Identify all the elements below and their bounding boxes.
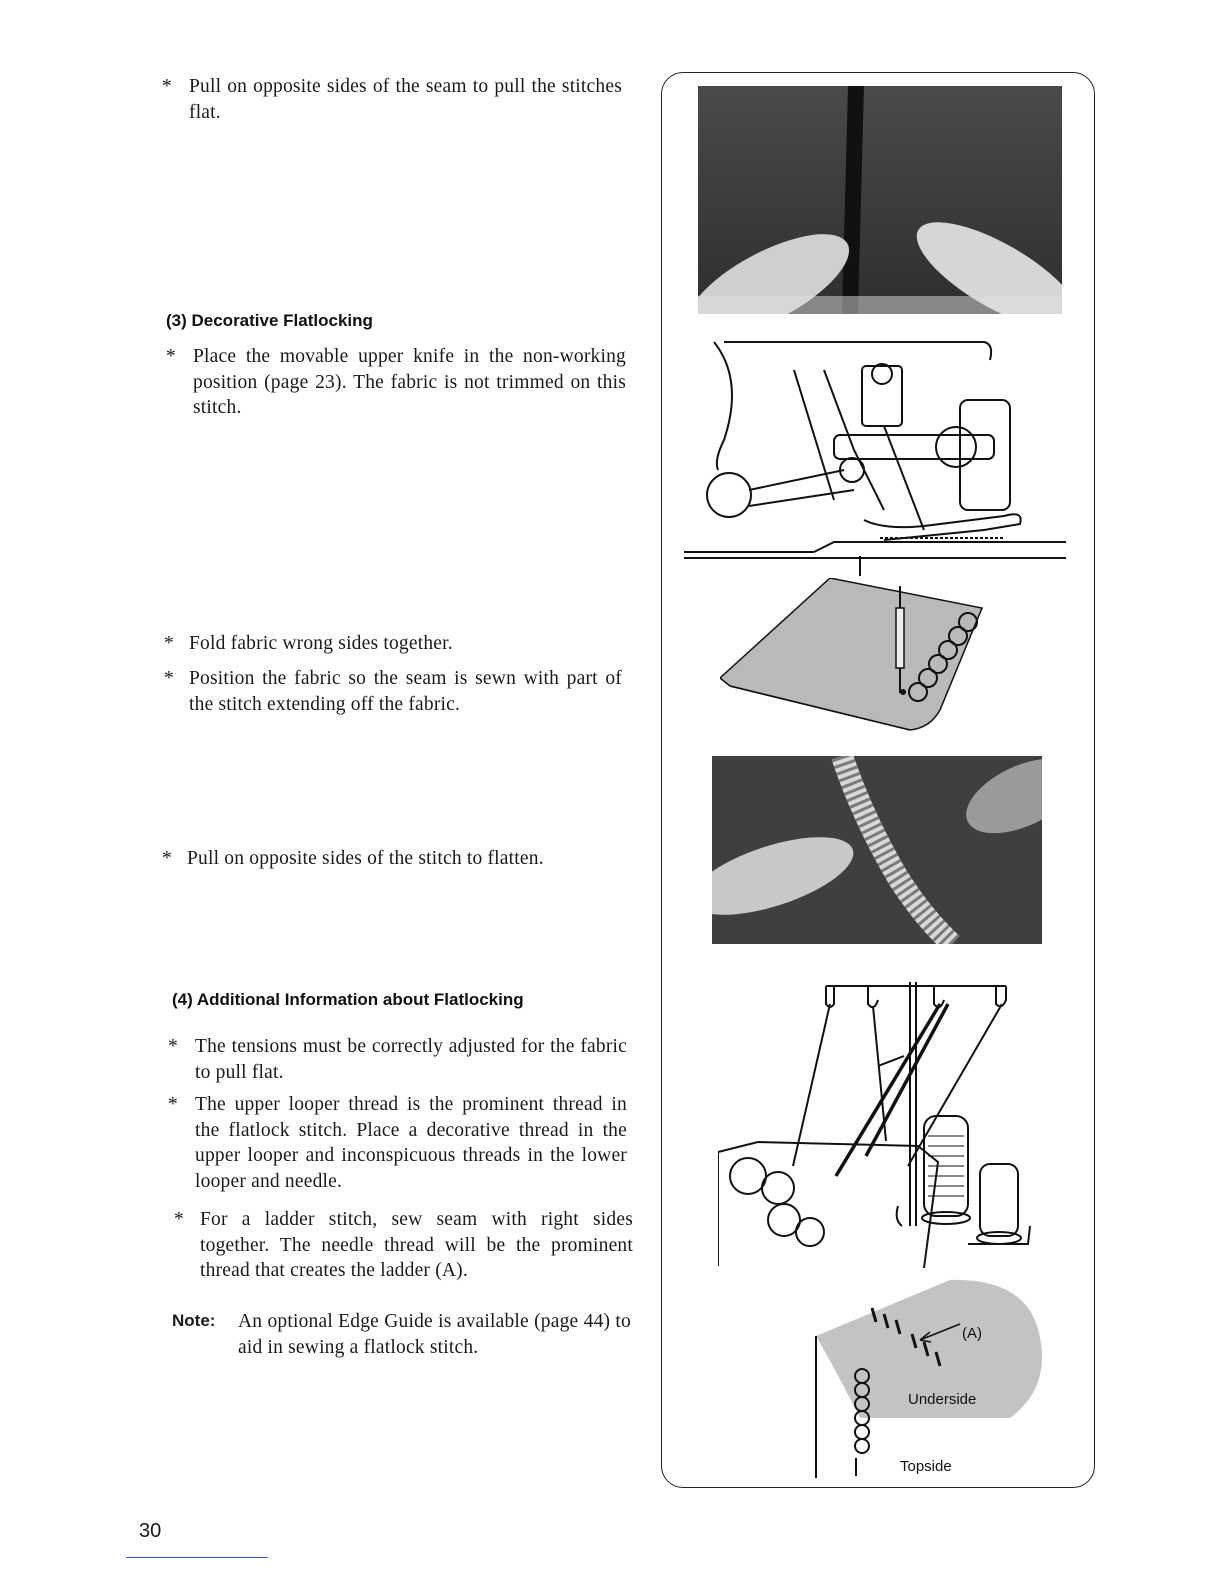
label-underside: Underside: [908, 1391, 977, 1408]
bullet: *: [174, 1209, 184, 1230]
photo-flattened-stitch: [712, 756, 1042, 944]
bullet: *: [168, 1094, 178, 1115]
paragraph-knife-position: Place the movable upper knife in the non-working position (page 23). The fabric is not trimmed on this stitch.: [193, 346, 626, 418]
drawing-ladder-stitch: [800, 1278, 1050, 1478]
section-heading-additional-information: (4) Additional Information about Flatlocking: [172, 990, 524, 1009]
bullet: *: [164, 668, 174, 689]
photo-seam-pulled-flat: [698, 86, 1062, 314]
bullet: *: [162, 848, 172, 869]
note-text: An optional Edge Guide is available (page 44) to aid in sewing a flatlock stitch.: [238, 1311, 631, 1358]
paragraph-tensions: The tensions must be correctly adjusted for the fabric to pull flat.: [195, 1036, 627, 1083]
paragraph-position-fabric: Position the fabric so the seam is sewn with part of the stitch extending off the fabric.: [189, 668, 622, 715]
drawing-thread-stand: [718, 976, 1034, 1270]
page-number: 30: [139, 1520, 162, 1542]
paragraph-ladder-stitch: For a ladder stitch, sew seam with right sides together. The needle thread will be the prominent thread that creates the ladder (A).: [200, 1209, 633, 1281]
footer-rule: [126, 1557, 268, 1558]
label-a: (A): [962, 1325, 982, 1342]
label-topside: Topside: [900, 1458, 952, 1475]
bullet: *: [162, 76, 172, 97]
paragraph-fold-fabric: Fold fabric wrong sides together.: [189, 633, 453, 654]
bullet: *: [168, 1036, 178, 1057]
drawing-upper-knife: [684, 330, 1070, 576]
paragraph-pull-stitch: Pull on opposite sides of the stitch to flatten.: [187, 848, 544, 869]
bullet: *: [164, 633, 174, 654]
note-label: Note:: [172, 1311, 216, 1330]
section-heading-decorative-flatlocking: (3) Decorative Flatlocking: [166, 311, 373, 330]
paragraph-pull-seam: Pull on opposite sides of the seam to pull the stitches flat.: [189, 76, 622, 123]
paragraph-upper-looper: The upper looper thread is the prominent thread in the flatlock stitch. Place a decorative thread in the upper looper and inconspicuous threads in the lower looper and needle.: [195, 1094, 627, 1192]
drawing-folded-fabric-stitch: [720, 578, 990, 736]
bullet: *: [166, 346, 176, 367]
